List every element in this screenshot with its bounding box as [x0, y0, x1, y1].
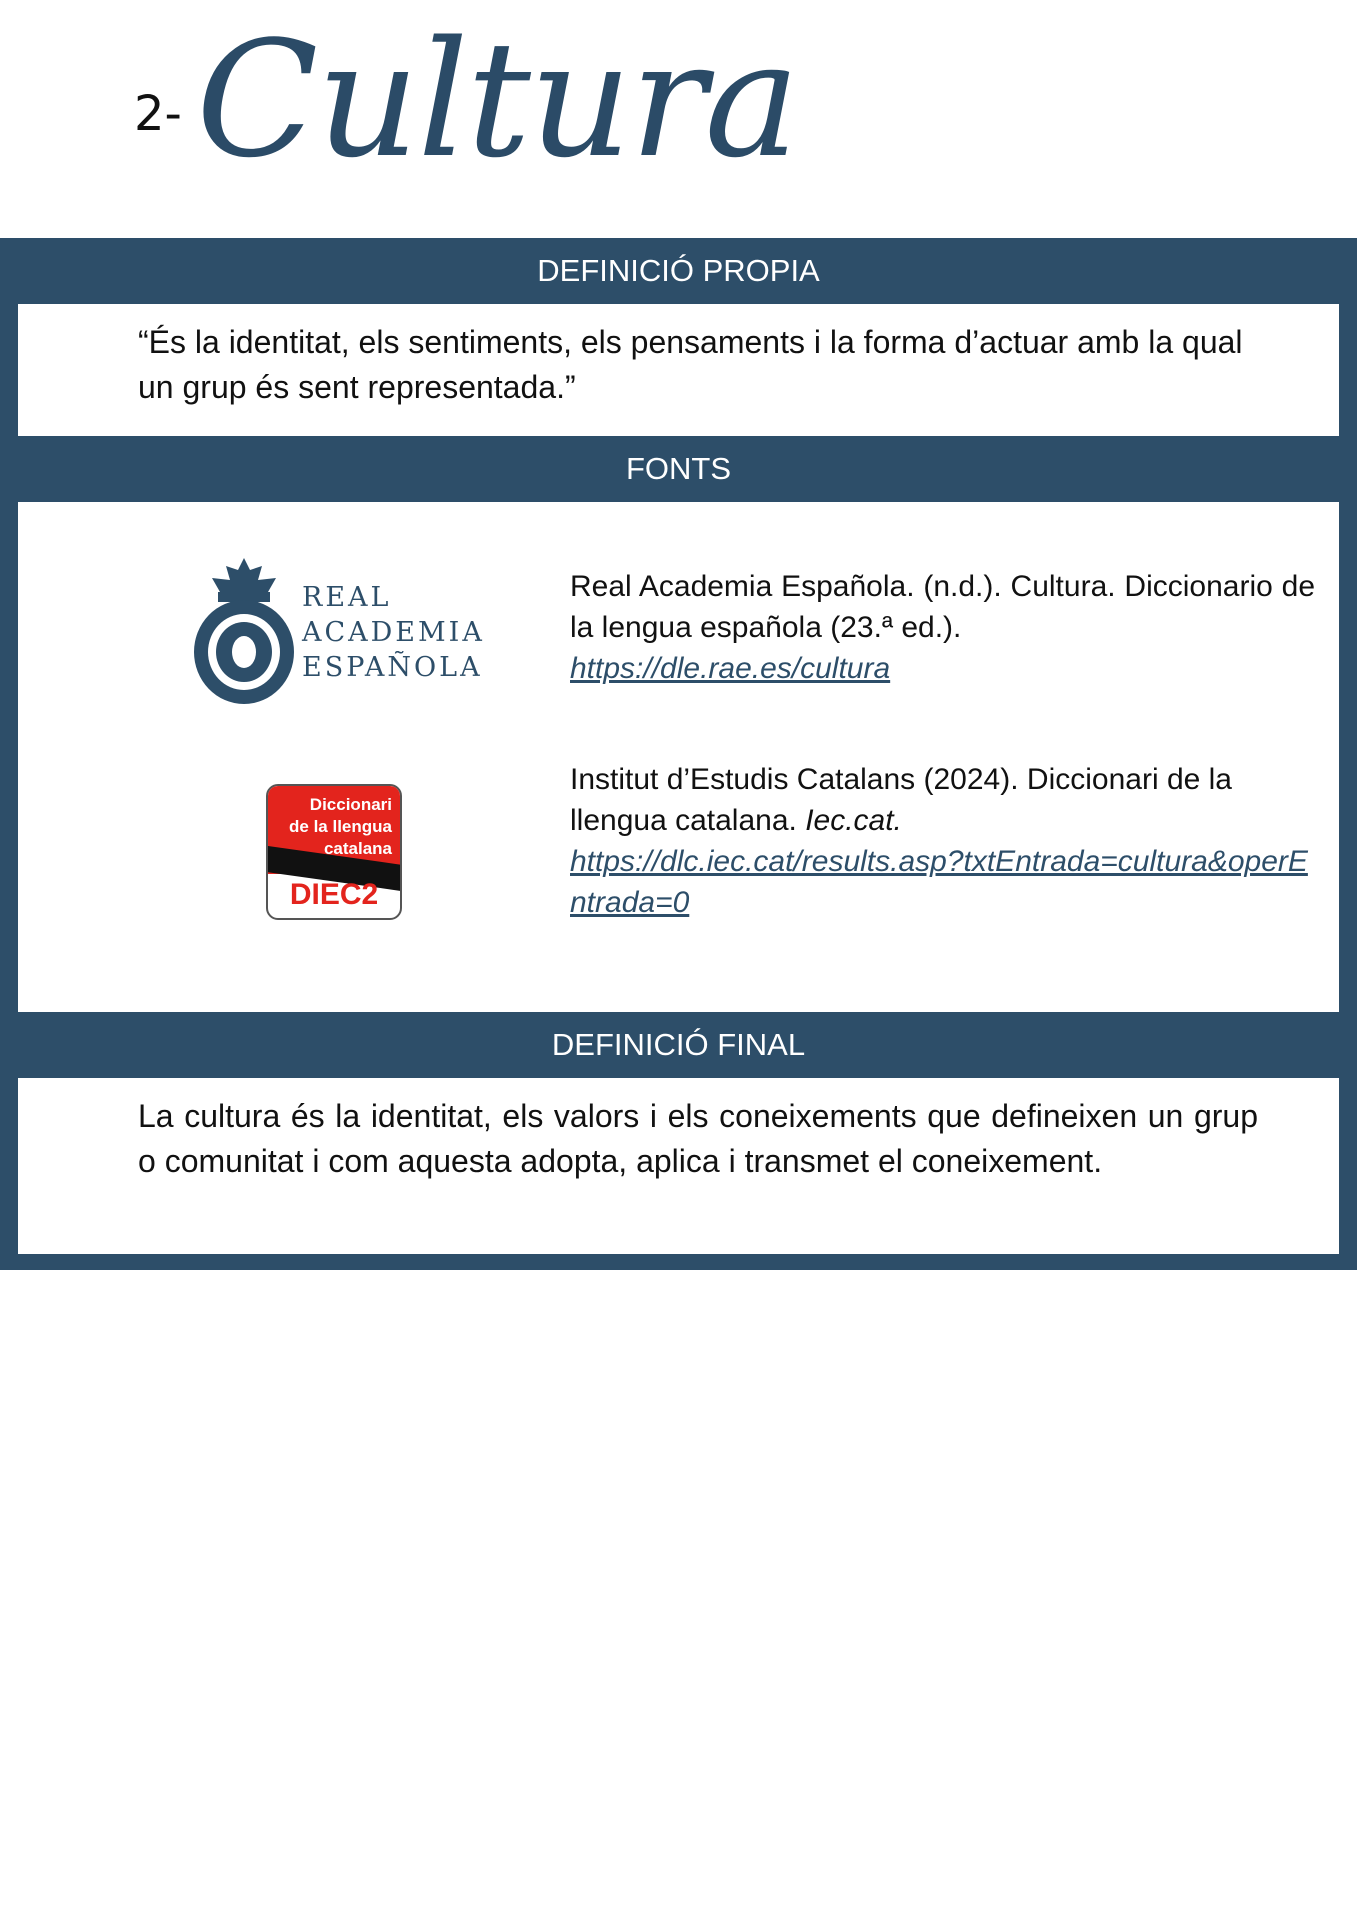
- diec2-logo-text: Diccionari de la llengua catalana: [289, 795, 392, 858]
- sources-heading: FONTS: [625, 451, 732, 486]
- iec-site-name: Iec.cat.: [805, 804, 902, 837]
- rae-reference: [570, 566, 1315, 689]
- content-frame: [0, 238, 1357, 1270]
- sources-panel: [18, 502, 1339, 1012]
- section-title: Cultura: [196, 6, 798, 193]
- own-definition-text: “És la identitat, els sentiments, els pensaments i la forma d’actuar amb la qual un grup és sent representada.”: [138, 324, 1243, 405]
- rae-logo-text: REAL ACADEMIA ESPAÑOLA: [302, 582, 485, 683]
- rae-citation: Real Academia Española. (n.d.). Cultura. Diccionario de la lengua española (23.ª ed.).: [570, 570, 1315, 644]
- diec2-mark: DIEC2: [289, 878, 379, 911]
- rae-crest-icon: [192, 552, 296, 708]
- own-definition-heading: DEFINICIÓ PROPIA: [537, 253, 820, 288]
- final-definition-panel: [18, 1078, 1339, 1254]
- final-definition-heading: DEFINICIÓ FINAL: [551, 1027, 806, 1062]
- rae-logo: [192, 552, 492, 712]
- iec-reference: [570, 759, 1315, 923]
- iec-link[interactable]: https://dlc.iec.cat/results.asp?txtEntrada=cultura&operEntrada=0: [570, 845, 1308, 919]
- diec2-logo: [266, 784, 402, 920]
- rae-link[interactable]: https://dle.rae.es/cultura: [570, 652, 891, 685]
- section-number: 2-: [134, 86, 182, 142]
- own-definition-panel: [18, 304, 1339, 436]
- final-definition-text: La cultura és la identitat, els valors i els coneixements que defineixen un grup o comunitat i com aquesta adopta, aplica i transmet el coneixement.: [138, 1098, 1258, 1179]
- iec-citation: Institut d’Estudis Catalans (2024). Diccionari de la llengua catalana.: [570, 763, 1232, 837]
